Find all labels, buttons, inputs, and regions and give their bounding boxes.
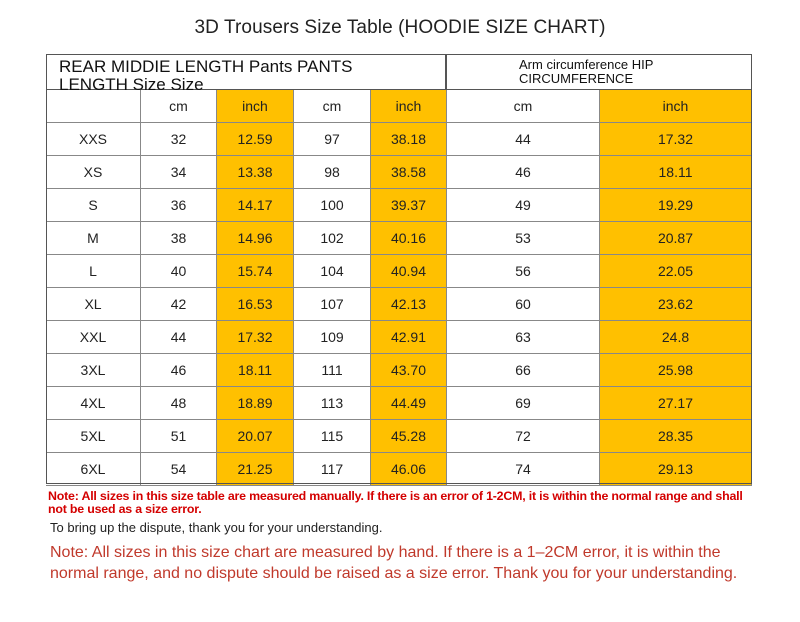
table-cell: 34 — [141, 156, 217, 189]
unit-header: inch — [371, 90, 447, 123]
table-cell: 32 — [141, 123, 217, 156]
table-cell: 42.13 — [371, 288, 447, 321]
table-cell: 56 — [447, 255, 600, 288]
table-cell: 72 — [447, 420, 600, 453]
units-blank-cell — [46, 90, 141, 123]
header-right — [446, 54, 752, 90]
table-cell: 39.37 — [371, 189, 447, 222]
table-cell: 43.70 — [371, 354, 447, 387]
header-left-line-1: REAR MIDDIE LENGTH Pants PANTS — [59, 57, 353, 76]
table-cell: 13.38 — [217, 156, 294, 189]
size-label: 5XL — [46, 420, 141, 453]
table-cell: 22.05 — [600, 255, 752, 288]
header-right-line-2: CIRCUMFERENCE — [519, 71, 634, 86]
table-cell: 45.28 — [371, 420, 447, 453]
size-label: S — [46, 189, 141, 222]
table-cell: 14.96 — [217, 222, 294, 255]
note-red: Note: All sizes in this size chart are measured by hand. If there is a 1–2CM error, it is within the normal range, and no dispute should be raised as a size error. Thank you for your understanding. — [50, 544, 738, 582]
table-cell: 109 — [294, 321, 371, 354]
table-cell: 40.16 — [371, 222, 447, 255]
note-bold: Note: All sizes in this size table are measured manually. If there is an error of 1-2CM, it is within the normal range and shall not be used as a size error. — [48, 489, 743, 516]
table-cell: 15.74 — [217, 255, 294, 288]
note-small: To bring up the dispute, thank you for your understanding. — [50, 520, 383, 535]
table-cell: 14.17 — [217, 189, 294, 222]
size-label: 4XL — [46, 387, 141, 420]
size-label: 6XL — [46, 453, 141, 486]
table-cell: 49 — [447, 189, 600, 222]
table-cell: 21.25 — [217, 453, 294, 486]
size-table — [46, 54, 752, 484]
header-right-line-1: Arm circumference HIP — [519, 57, 654, 72]
table-cell: 38.18 — [371, 123, 447, 156]
unit-header: cm — [447, 90, 600, 123]
table-cell: 98 — [294, 156, 371, 189]
header-left-line-2: LENGTH Size Size — [59, 75, 204, 94]
size-label: XL — [46, 288, 141, 321]
unit-header: cm — [294, 90, 371, 123]
table-cell: 40 — [141, 255, 217, 288]
table-cell: 18.11 — [217, 354, 294, 387]
table-cell: 19.29 — [600, 189, 752, 222]
table-cell: 111 — [294, 354, 371, 387]
table-cell: 16.53 — [217, 288, 294, 321]
size-label: XXS — [46, 123, 141, 156]
table-cell: 115 — [294, 420, 371, 453]
table-cell: 107 — [294, 288, 371, 321]
table-cell: 53 — [447, 222, 600, 255]
table-cell: 38 — [141, 222, 217, 255]
table-cell: 117 — [294, 453, 371, 486]
table-cell: 24.8 — [600, 321, 752, 354]
unit-header: cm — [141, 90, 217, 123]
table-cell: 42 — [141, 288, 217, 321]
table-cell: 44 — [447, 123, 600, 156]
table-cell: 17.32 — [217, 321, 294, 354]
table-cell: 48 — [141, 387, 217, 420]
table-cell: 40.94 — [371, 255, 447, 288]
header-left — [46, 54, 446, 94]
table-cell: 69 — [447, 387, 600, 420]
table-cell: 74 — [447, 453, 600, 486]
table-cell: 23.62 — [600, 288, 752, 321]
table-cell: 102 — [294, 222, 371, 255]
table-cell: 18.11 — [600, 156, 752, 189]
size-label: 3XL — [46, 354, 141, 387]
table-cell: 36 — [141, 189, 217, 222]
table-cell: 25.98 — [600, 354, 752, 387]
page-title: 3D Trousers Size Table (HOODIE SIZE CHART) — [194, 17, 606, 38]
table-cell: 44 — [141, 321, 217, 354]
table-cell: 46.06 — [371, 453, 447, 486]
table-cell: 54 — [141, 453, 217, 486]
table-cell: 12.59 — [217, 123, 294, 156]
unit-header: inch — [600, 90, 752, 123]
table-cell: 29.13 — [600, 453, 752, 486]
table-cell: 42.91 — [371, 321, 447, 354]
table-cell: 113 — [294, 387, 371, 420]
size-label: M — [46, 222, 141, 255]
table-cell: 38.58 — [371, 156, 447, 189]
table-cell: 27.17 — [600, 387, 752, 420]
size-label: XS — [46, 156, 141, 189]
table-cell: 20.07 — [217, 420, 294, 453]
table-cell: 18.89 — [217, 387, 294, 420]
table-cell: 46 — [447, 156, 600, 189]
table-cell: 60 — [447, 288, 600, 321]
table-cell: 100 — [294, 189, 371, 222]
table-cell: 104 — [294, 255, 371, 288]
size-label: XXL — [46, 321, 141, 354]
unit-header: inch — [217, 90, 294, 123]
table-cell: 46 — [141, 354, 217, 387]
table-cell: 28.35 — [600, 420, 752, 453]
table-cell: 97 — [294, 123, 371, 156]
table-cell: 51 — [141, 420, 217, 453]
size-label: L — [46, 255, 141, 288]
table-cell: 20.87 — [600, 222, 752, 255]
table-cell: 66 — [447, 354, 600, 387]
table-cell: 17.32 — [600, 123, 752, 156]
table-cell: 63 — [447, 321, 600, 354]
table-cell: 44.49 — [371, 387, 447, 420]
